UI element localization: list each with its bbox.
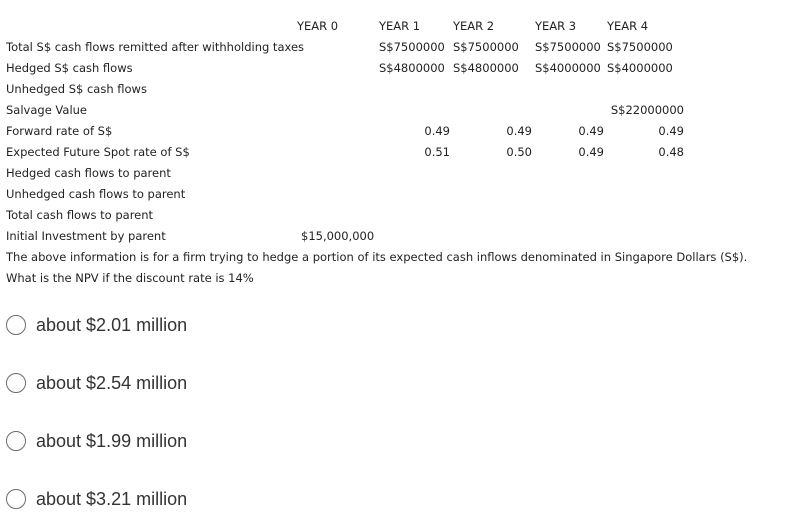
question-line-1: The above information is for a firm trying to hedge a portion of its expected cash inflows denominated in Singapore Dollars (S$).: [6, 250, 748, 264]
row-label-unhedged-parent: Unhedged cash flows to parent: [6, 187, 186, 201]
answer-option-2-label[interactable]: about $2.54 million: [36, 372, 188, 393]
forward-year-4: 0.49: [658, 124, 684, 138]
answer-option-1[interactable]: [6, 311, 187, 339]
forward-year-3: 0.49: [578, 124, 604, 138]
answer-option-4-label[interactable]: about $3.21 million: [36, 488, 188, 509]
row-label-hedged-cf: Hedged S$ cash flows: [6, 61, 133, 75]
spot-year-4: 0.48: [658, 145, 684, 159]
header-year-2: YEAR 2: [453, 19, 495, 33]
answer-option-3-label[interactable]: about $1.99 million: [36, 430, 188, 451]
row-label-unhedged-cf: Unhedged S$ cash flows: [6, 82, 147, 96]
total-cf-year-2: S$7500000: [453, 40, 519, 54]
header-year-1: YEAR 1: [379, 19, 421, 33]
row-label-forward-rate: Forward rate of S$: [6, 124, 113, 138]
spot-year-1: 0.51: [424, 145, 450, 159]
forward-year-2: 0.49: [506, 124, 532, 138]
total-cf-year-3: S$7500000: [535, 40, 601, 54]
row-label-total-cf: Total S$ cash flows remitted after withholding taxes: [6, 40, 305, 54]
salvage-year-4: S$22000000: [610, 103, 684, 117]
answer-option-3[interactable]: [6, 427, 187, 455]
radio-button-2[interactable]: [6, 373, 26, 393]
row-label-hedged-parent: Hedged cash flows to parent: [6, 166, 171, 180]
radio-button-4[interactable]: [6, 489, 26, 509]
row-label-salvage: Salvage Value: [6, 103, 88, 117]
header-year-0: YEAR 0: [297, 19, 339, 33]
header-year-3: YEAR 3: [535, 19, 577, 33]
forward-year-1: 0.49: [424, 124, 450, 138]
radio-button-1[interactable]: [6, 315, 26, 335]
spot-year-2: 0.50: [506, 145, 532, 159]
spot-year-3: 0.49: [578, 145, 604, 159]
answer-option-2[interactable]: [6, 369, 187, 397]
radio-button-3[interactable]: [6, 431, 26, 451]
hedged-cf-year-1: S$4800000: [379, 61, 445, 75]
answer-option-4[interactable]: [6, 485, 187, 513]
hedged-cf-year-2: S$4800000: [453, 61, 519, 75]
total-cf-year-4: S$7500000: [607, 40, 673, 54]
row-label-total-parent: Total cash flows to parent: [6, 208, 154, 222]
row-label-initial-investment: Initial Investment by parent: [6, 229, 166, 243]
initial-investment-value: $15,000,000: [301, 229, 375, 243]
header-year-4: YEAR 4: [607, 19, 649, 33]
question-line-2: What is the NPV if the discount rate is 14%: [6, 271, 254, 285]
total-cf-year-1: S$7500000: [379, 40, 445, 54]
hedged-cf-year-3: S$4000000: [535, 61, 601, 75]
row-label-spot-rate: Expected Future Spot rate of S$: [6, 145, 190, 159]
answer-option-1-label[interactable]: about $2.01 million: [36, 314, 188, 335]
hedged-cf-year-4: S$4000000: [607, 61, 673, 75]
